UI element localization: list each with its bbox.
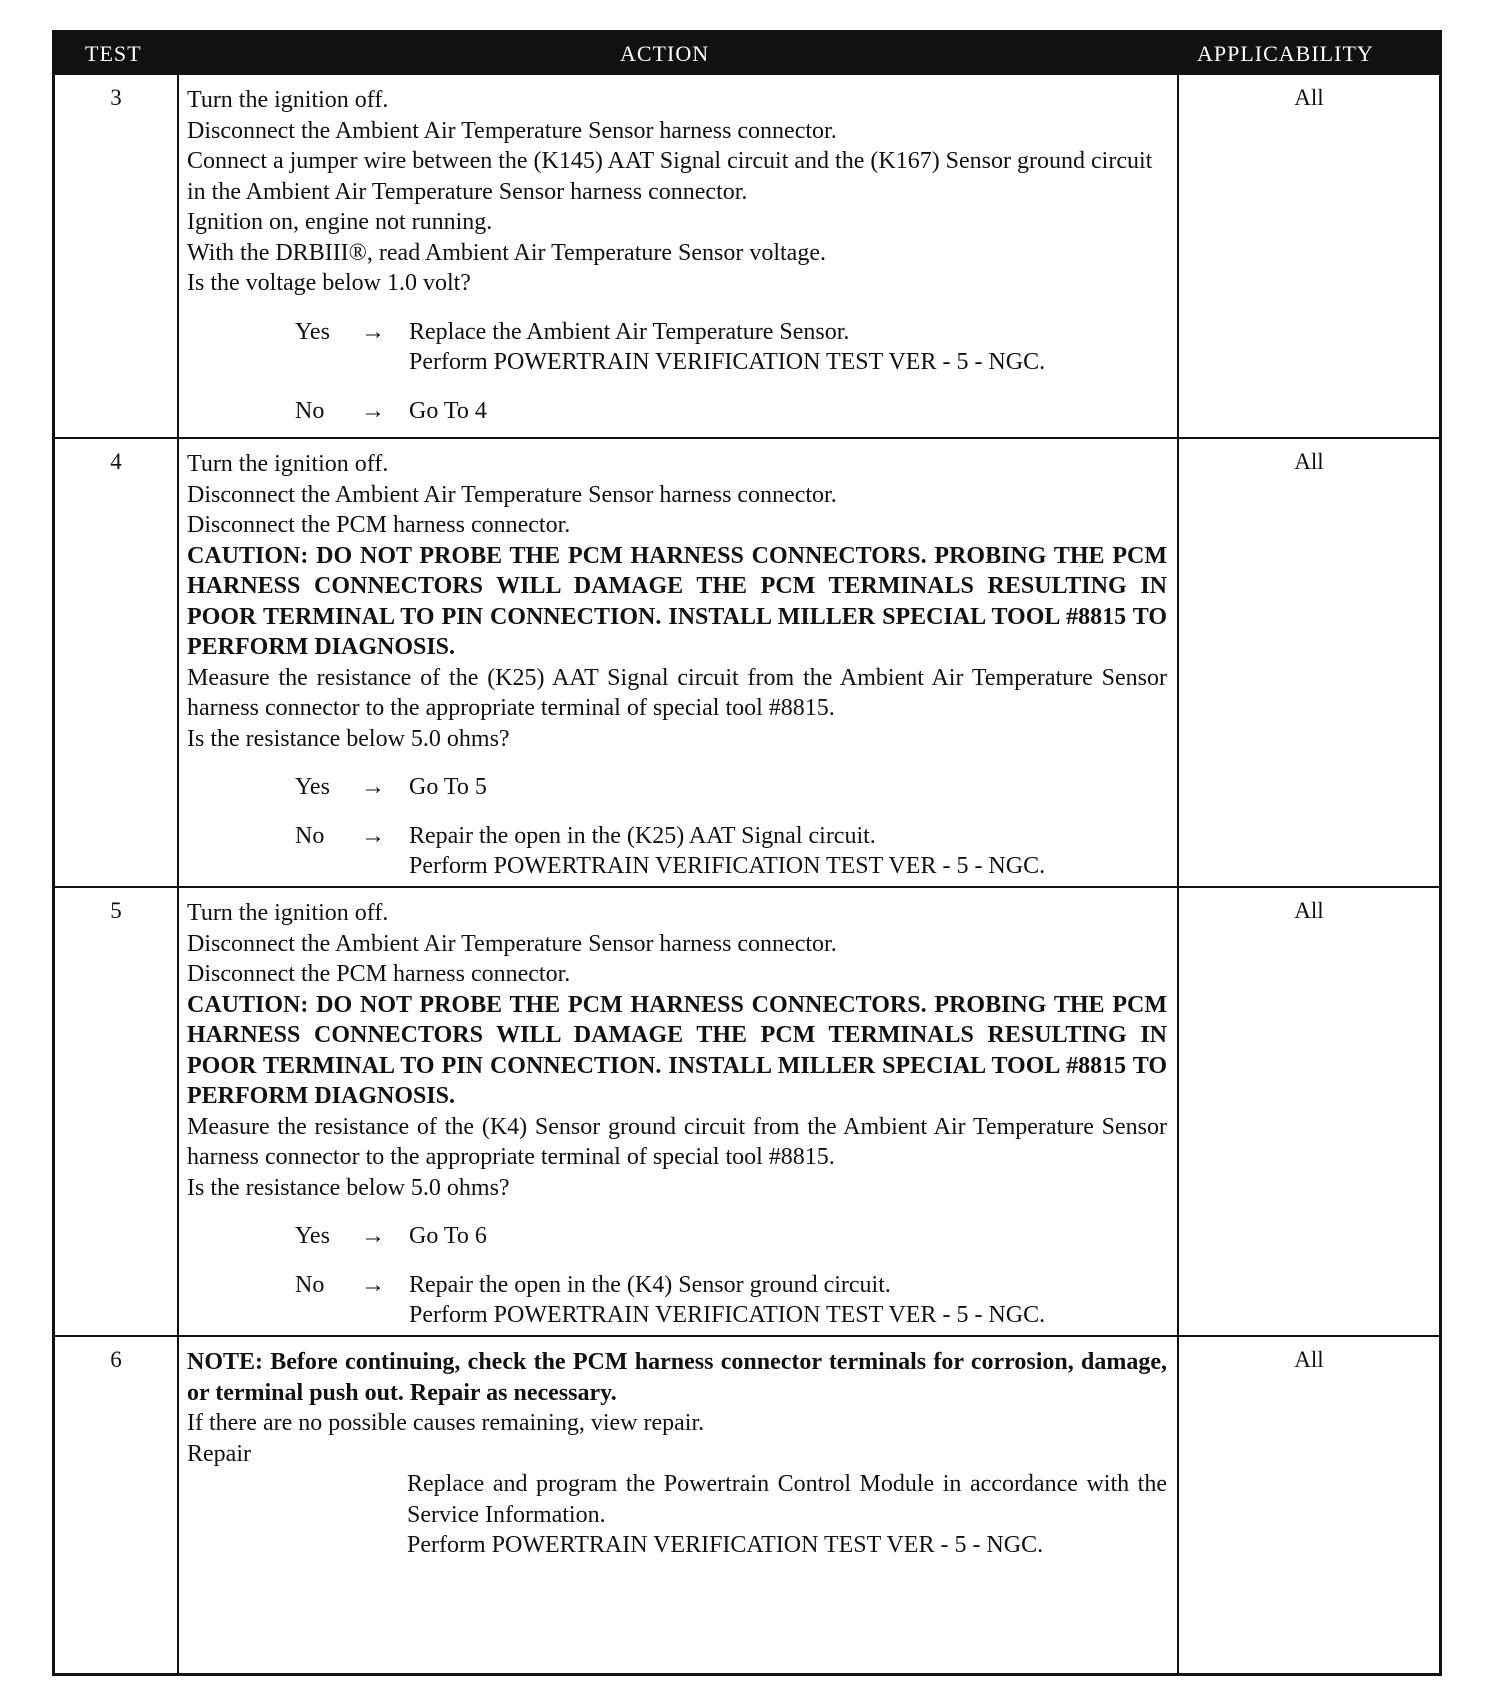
no-result: Perform POWERTRAIN VERIFICATION TEST VER - 5 - NGC. [409, 1302, 1046, 1328]
caution-text: CAUTION: DO NOT PROBE THE PCM HARNESS CONNECTORS. PROBING THE PCM HARNESS CONNECTORS WILL DAMAGE THE PCM TERMINALS RESULTING IN POOR TERMINAL TO PIN CONNECTION. INSTALL MILLER SPECIAL TOOL #8815 TO PERFORM DIAGNOSIS. [187, 542, 1167, 660]
table-row-test-4 [55, 439, 1439, 886]
no-result: Repair the open in the (K25) AAT Signal circuit. [409, 822, 876, 849]
no-branch [187, 1270, 1167, 1331]
test-number: 3 [110, 85, 122, 110]
no-branch [187, 821, 1167, 882]
arrow-right-icon: → [361, 774, 385, 800]
no-branch [187, 396, 1167, 427]
action-question: Is the resistance below 5.0 ohms? [187, 725, 510, 752]
arrow-right-icon: → [361, 1271, 385, 1298]
yes-result: Go To 5 [409, 774, 487, 800]
no-label: No [295, 822, 325, 849]
arrow-right-icon: → [361, 1223, 385, 1249]
action-step: With the DRBIII®, read Ambient Air Temperature Sensor voltage. [187, 239, 826, 266]
repair-step: Perform POWERTRAIN VERIFICATION TEST VER - 5 - NGC. [407, 1532, 1044, 1558]
action-cell [187, 1347, 1167, 1561]
action-step: Measure the resistance of the (K4) Sensor ground circuit from the Ambient Air Temperature Sensor harness connector to the appropriate terminal of special tool #8815. [187, 1113, 1167, 1170]
action-cell [187, 898, 1167, 1331]
yes-label: Yes [295, 318, 330, 345]
action-step: Disconnect the PCM harness connector. [187, 512, 571, 538]
no-result: Go To 4 [409, 397, 487, 424]
applicability-cell: All [1294, 1347, 1324, 1372]
action-step: Turn the ignition off. [187, 451, 389, 477]
no-label: No [295, 1271, 325, 1298]
action-step: Disconnect the PCM harness connector. [187, 961, 571, 987]
action-question: Is the resistance below 5.0 ohms? [187, 1174, 510, 1201]
yes-result: Replace the Ambient Air Temperature Sensor. [409, 318, 850, 345]
header-test: TEST [85, 41, 142, 66]
applicability-cell: All [1294, 898, 1324, 923]
test-number: 5 [110, 898, 122, 923]
table-row-test-5 [55, 888, 1439, 1335]
yes-branch [187, 1221, 1167, 1252]
applicability-cell: All [1294, 85, 1324, 110]
action-step: Disconnect the Ambient Air Temperature Sensor harness connector. [187, 117, 837, 144]
no-result: Perform POWERTRAIN VERIFICATION TEST VER - 5 - NGC. [409, 853, 1046, 879]
arrow-right-icon: → [361, 822, 385, 849]
header-applicability: APPLICABILITY [1197, 41, 1374, 66]
action-step: Turn the ignition off. [187, 87, 389, 113]
yes-result: Perform POWERTRAIN VERIFICATION TEST VER - 5 - NGC. [409, 349, 1046, 375]
arrow-right-icon: → [361, 318, 385, 345]
yes-result: Go To 6 [409, 1223, 487, 1249]
arrow-right-icon: → [361, 397, 385, 424]
action-step: Disconnect the Ambient Air Temperature Sensor harness connector. [187, 481, 837, 508]
yes-label: Yes [295, 1223, 330, 1249]
action-question: Is the voltage below 1.0 volt? [187, 270, 471, 296]
yes-label: Yes [295, 774, 330, 800]
action-step: Measure the resistance of the (K25) AAT Signal circuit from the Ambient Air Temperature Sensor harness connector to the appropriate terminal of special tool #8815. [187, 664, 1167, 721]
repair-step: Replace and program the Powertrain Control Module in accordance with the Service Information. [407, 1471, 1167, 1528]
table-row-test-6 [55, 1337, 1439, 1673]
diagnostic-table [52, 30, 1442, 1676]
action-step: Ignition on, engine not running. [187, 209, 493, 235]
action-step: If there are no possible causes remaining, view repair. [187, 1410, 705, 1436]
test-number: 4 [110, 449, 122, 474]
applicability-cell: All [1294, 449, 1324, 474]
yes-branch [187, 772, 1167, 803]
caution-text: CAUTION: DO NOT PROBE THE PCM HARNESS CONNECTORS. PROBING THE PCM HARNESS CONNECTORS WILL DAMAGE THE PCM TERMINALS RESULTING IN POOR TERMINAL TO PIN CONNECTION. INSTALL MILLER SPECIAL TOOL #8815 TO PERFORM DIAGNOSIS. [187, 991, 1167, 1109]
action-step: Disconnect the Ambient Air Temperature Sensor harness connector. [187, 930, 837, 957]
header-action: ACTION [620, 41, 710, 66]
no-result: Repair the open in the (K4) Sensor ground circuit. [409, 1271, 891, 1298]
action-step: Turn the ignition off. [187, 900, 389, 926]
note-text: NOTE: Before continuing, check the PCM harness connector terminals for corrosion, damage, or terminal push out. Repair as necessary. [187, 1349, 1167, 1406]
no-label: No [295, 397, 325, 424]
action-cell [187, 85, 1167, 426]
table-row-test-3 [55, 75, 1439, 437]
action-cell [187, 449, 1167, 882]
repair-result [407, 1469, 1167, 1561]
repair-label: Repair [187, 1440, 251, 1467]
table-header [55, 33, 1439, 75]
test-number: 6 [110, 1347, 122, 1372]
yes-branch [187, 317, 1167, 378]
action-step: Connect a jumper wire between the (K145) AAT Signal circuit and the (K167) Sensor ground circuit in the Ambient Air Temperature Sensor harness connector. [187, 148, 1153, 205]
